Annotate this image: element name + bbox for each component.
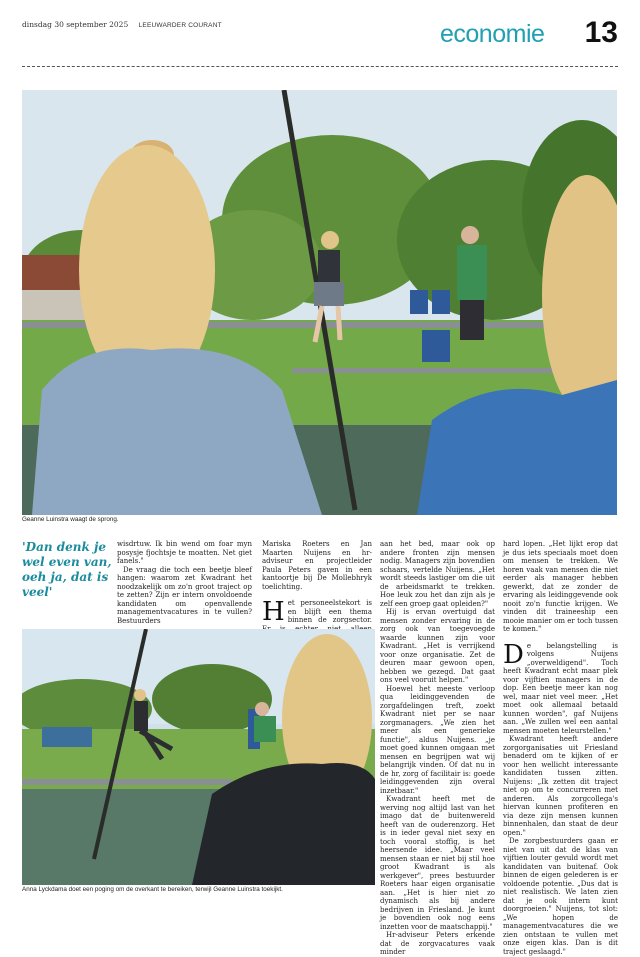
pull-quote: 'Dan denk je wel even van, oeh ja, dat is veel' bbox=[22, 540, 112, 599]
paragraph-text: et personeelstekort is en blijft een thema binnen de zorgsector. bbox=[287, 599, 372, 624]
paragraph: De zorgbestuurders gaan er niet van uit dat de klas van vijftien louter gevuld wordt met kandidaten van buitenaf. Ook binnen de eigen gelederen is er voldoende potentie. „Dus dat is niet realistisch. We laten zien dat je ook intern kunt doorgroeien." Nuijens, tot slot: „We hopen de managementvacatures die we zien ontstaan te vullen met onze eigen klas. Dan is dit traject geslaagd." bbox=[503, 837, 618, 956]
paragraph: De vraag die toch een beetje bleef hangen: waarom zet Kwadrant het noodzakelijk om zo'n groot traject op te zetten? Zijn er intern onvoldoende kandidaten om openvallende managementvacatures in te vullen? Bestuurders bbox=[117, 565, 252, 625]
article-column-2 bbox=[262, 540, 372, 642]
photo-caption: Anna Lyckdama doet een poging om de overkant te bereiken, terwijl Geanne Luinstra toekijkt. bbox=[22, 886, 283, 893]
article-column-4 bbox=[503, 540, 618, 956]
hero-photo-illustration bbox=[22, 90, 617, 515]
paragraph: Hoewel het meeste verloop qua leidinggevenden de zorgafdelingen treft, zoekt Kwadrant niet per se naar zorgmanagers. „We zien het meer als een generieke functie", aldus Nuijens. „je moet goed kunnen omgaan met mensen en begrijpen wat wij belangrijk vinden. Of dat nu in de hr, zorg of facilitair is: goede leidinggevenden zijn overal inzetbaar." bbox=[380, 684, 495, 795]
paragraph: Kwadrant heeft andere zorgorganisaties uit Friesland benaderd om te kijken of er voor hen wellicht interessante kandidaten tussen zitten. Nuijens: „Ik zetten dit traject niet op om te concurreren met anderen. Als zorgcollega's hiervan kunnen profiteren en via deze zijn mensen kunnen binnenhalen, dan staat de deur open." bbox=[503, 735, 618, 837]
paragraph-text: e belangstelling is volgens Nuijens „overweldigend". Toch heeft Kwadrant echt maar plek voor vijftien managers in de dop. Een beetje meer kan nog wel, maar niet veel meer. „Het moet ook allemaal betaald kunnen worden", gaf Nuijens aan. „We zullen wel een aantal mensen moeten teleurstellen." bbox=[503, 641, 618, 735]
paragraph: Mariska Roeters en Jan Maarten Nuijens en hr-adviseur en projectleider Paula Peters gaven in een kantoortje bij De Mollebhryk toelichting. bbox=[262, 540, 372, 591]
dateline bbox=[22, 20, 222, 29]
section-title: economie bbox=[440, 20, 545, 48]
paragraph bbox=[503, 639, 618, 736]
secondary-photo-illustration bbox=[22, 629, 375, 885]
page-number: 13 bbox=[584, 16, 618, 49]
paragraph: hard lopen. „Het lijkt erop dat je dus iets speciaals moet doen om mensen te trekken. We horen vaak van mensen die niet eerder als manager hebben gewerkt, dat ze zonder de ervaring als leidinggevende ook nooit zo'n functie krijgen. We vinden dit traineeship een mooie manier om er toch tussen te komen." bbox=[503, 540, 618, 633]
paragraph: Hr-adviseur Peters erkende dat de zorgvacatures vaak minder bbox=[380, 931, 495, 956]
secondary-photo bbox=[22, 629, 375, 885]
header-divider bbox=[22, 66, 618, 67]
paragraph: wisdrtuw. Ik bin wend om foar myn posysje fjochtsje te moatten. Net giet fanels." bbox=[117, 540, 252, 565]
drop-cap: D bbox=[503, 639, 524, 670]
drop-cap: H bbox=[262, 597, 285, 627]
paragraph: aan het bed, maar ook op andere fronten zijn mensen nodig. Managers zijn bovendien schaars, vertelde Nuijens. „Het wordt steeds lastiger om die uit de arbeidsmarkt te trekken. Hoe leuk zou het dan zijn als je zelf een groep gaat opleiden?" bbox=[380, 540, 495, 608]
photo-caption: Geanne Luinstra waagt de sprong. bbox=[22, 516, 119, 523]
article-column-1 bbox=[117, 540, 252, 625]
paragraph: Kwadrant heeft met de werving nog altijd last van het imago dat de buitenwereld heeft van de ouderenzorg. Het is in ieder geval niet sexy en toch vooral stoffig, is het heersende idee. „Maar veel mensen staan er niet bij stil hoe groot Kwadrant is als werkgever", prees bestuurder Roeters haar eigen organisatie aan. „Het is hier niet zo dynamisch als bij andere bedrijven in Friesland. Je kunt je bovendien ook nog eens inzetten voor de maatschappij." bbox=[380, 795, 495, 931]
newspaper-name: LEEUWARDER COURANT bbox=[138, 22, 222, 29]
page-header bbox=[22, 14, 618, 62]
date-text: dinsdag 30 september 2025 bbox=[22, 20, 129, 29]
paragraph: Hij is ervan overtuigd dat mensen zonder ervaring in de zorg ook van toegevoegde waarde kunnen zijn voor Kwadrant. „Het is verrijkend voor onze organisatie. Zet de deuren maar gewoon open, hebben we gezegd. Dat gaat ons veel vooruit helpen." bbox=[380, 608, 495, 684]
hero-photo bbox=[22, 90, 617, 515]
article-column-3 bbox=[380, 540, 495, 957]
